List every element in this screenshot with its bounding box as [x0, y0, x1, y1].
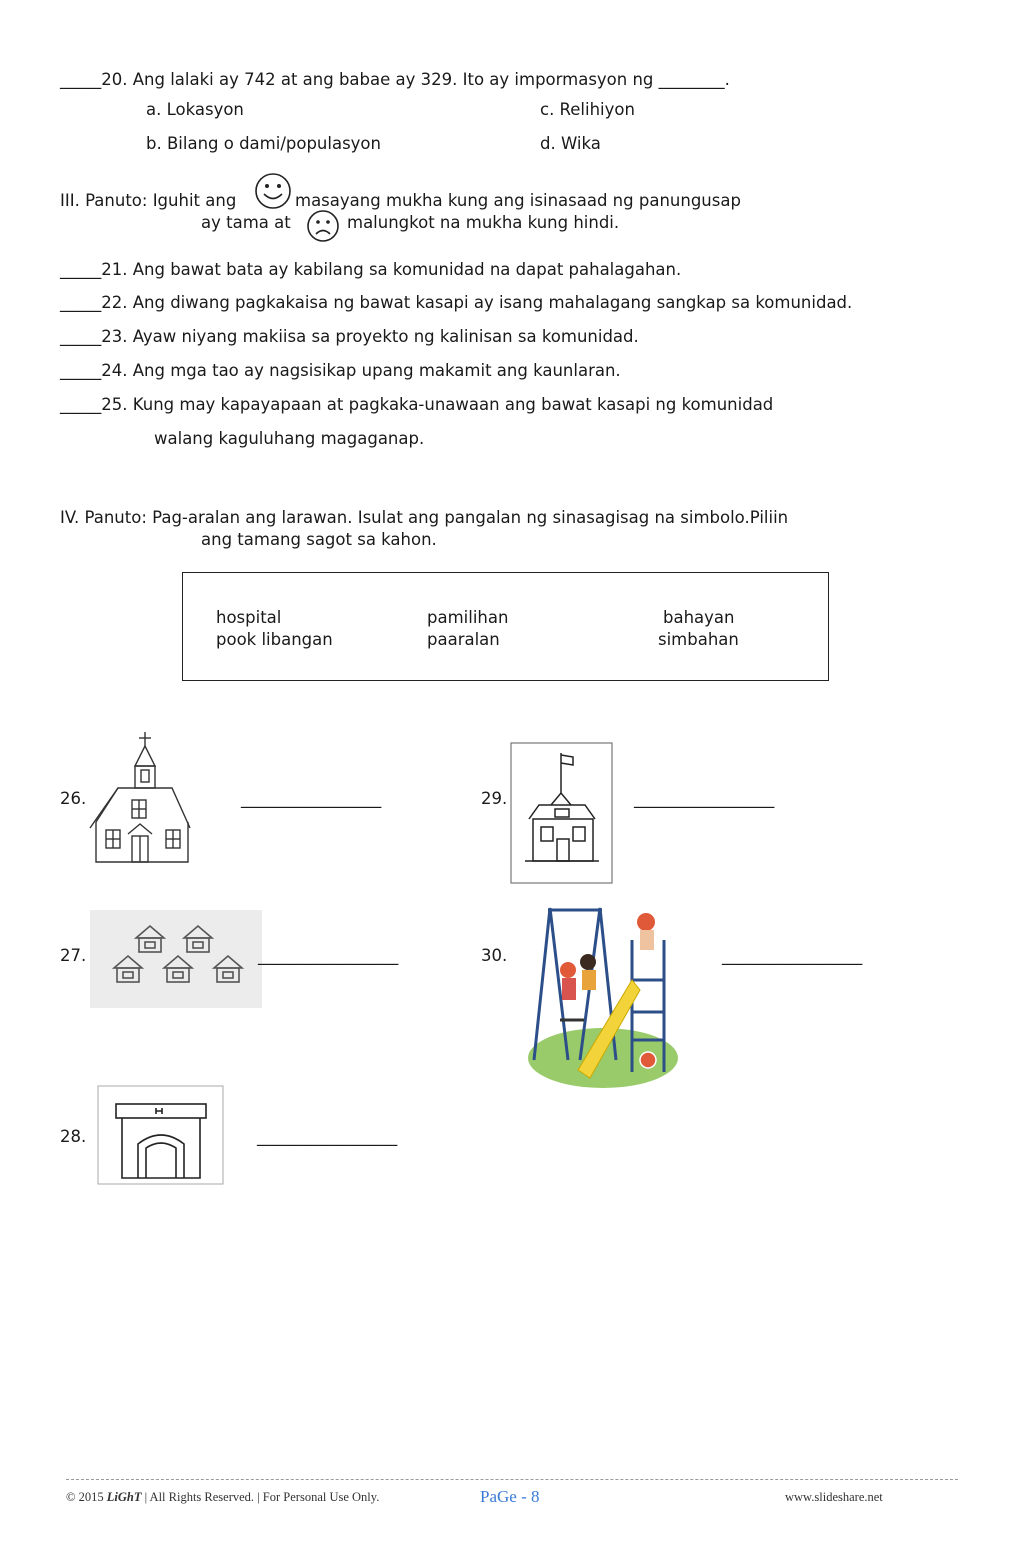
footer-brand: LiGhT — [106, 1490, 142, 1504]
answer-blank-29[interactable]: _________________ — [634, 789, 775, 808]
question-20: _____20. Ang lalaki ay 742 at ang babae ay 329. Ito ay impormasyon ng ________. — [60, 70, 730, 89]
footer-divider — [66, 1479, 958, 1480]
houses-icon — [90, 910, 262, 1008]
part3-instruction-d: malungkot na mukha kung hindi. — [347, 213, 620, 232]
sad-face-icon — [306, 209, 340, 243]
item-23: _____23. Ayaw niyang makiisa sa proyekto ng kalinisan sa komunidad. — [60, 327, 639, 346]
hospital-icon — [98, 1086, 223, 1184]
item-26-number: 26. — [60, 789, 87, 808]
item-24: _____24. Ang mga tao ay nagsisikap upang makamit ang kaunlaran. — [60, 361, 621, 380]
answer-blank-30[interactable]: _________________ — [722, 946, 863, 965]
part4-instruction-cont: ang tamang sagot sa kahon. — [201, 530, 437, 549]
q20-option-a: a. Lokasyon — [146, 100, 244, 119]
part4-instruction: IV. Panuto: Pag-aralan ang larawan. Isulat ang pangalan ng sinasagisag na simbolo.Piliin — [60, 508, 789, 527]
part3-instruction-c: ay tama at — [201, 213, 291, 232]
page-number: PaGe - 8 — [480, 1487, 540, 1506]
answer-blank-26[interactable]: _________________ — [241, 789, 382, 808]
part3-instruction-a: III. Panuto: Iguhit ang — [60, 191, 237, 210]
school-icon — [511, 743, 612, 883]
q20-option-b: b. Bilang o dami/populasyon — [146, 134, 381, 153]
q20-option-d: d. Wika — [540, 134, 601, 153]
answer-blank-28[interactable]: _________________ — [257, 1127, 398, 1146]
choice-hospital: hospital — [216, 608, 282, 627]
choice-pamilihan: pamilihan — [427, 608, 509, 627]
q20-option-c: c. Relihiyon — [540, 100, 635, 119]
item-25-continued: walang kaguluhang magaganap. — [154, 429, 425, 448]
item-29-number: 29. — [481, 789, 508, 808]
playground-icon — [528, 900, 678, 1088]
part3-instruction-b: masayang mukha kung ang isinasaad ng panungusap — [295, 191, 741, 210]
choice-simbahan: simbahan — [658, 630, 739, 649]
footer-site[interactable]: www.slideshare.net — [785, 1490, 883, 1504]
item-22: _____22. Ang diwang pagkakaisa ng bawat kasapi ay isang mahalagang sangkap sa komunidad. — [60, 293, 853, 312]
happy-face-icon — [254, 172, 292, 210]
footer-copyright: © 2015 LiGhT | All Rights Reserved. | For Personal Use Only. — [66, 1490, 380, 1504]
choice-bahayan: bahayan — [663, 608, 735, 627]
item-30-number: 30. — [481, 946, 508, 965]
item-25: _____25. Kung may kapayapaan at pagkaka-unawaan ang bawat kasapi ng komunidad — [60, 395, 774, 414]
item-28-number: 28. — [60, 1127, 87, 1146]
item-27-number: 27. — [60, 946, 87, 965]
answer-blank-27[interactable]: _________________ — [258, 946, 399, 965]
choice-pook-libangan: pook libangan — [216, 630, 333, 649]
choice-paaralan: paaralan — [427, 630, 500, 649]
church-icon — [88, 730, 192, 864]
item-21: _____21. Ang bawat bata ay kabilang sa komunidad na dapat pahalagahan. — [60, 260, 682, 279]
